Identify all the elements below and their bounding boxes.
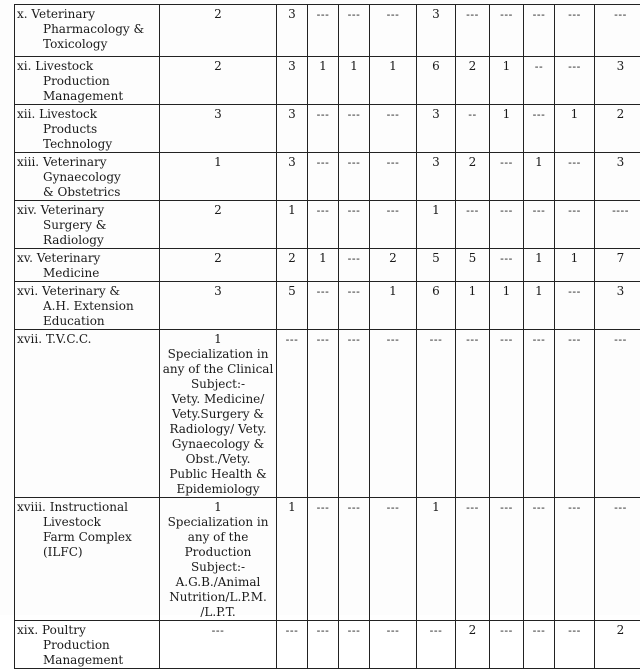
row-number: xiv. [17,203,37,217]
row-number: xvi. [17,284,38,298]
value-cell: 2 [456,57,490,105]
value-cell: 1 [524,153,555,201]
row-number: xix. [17,623,38,637]
value-cell: 3 [417,153,456,201]
value-cell: --- [555,5,595,57]
value-cell: 1 [490,57,524,105]
value-cell: --- [524,621,555,669]
specialization-line: Epidemiology [162,482,274,497]
department-name-line: Livestock [17,515,157,530]
value-cell: --- [555,153,595,201]
row-number: xi. [17,59,31,73]
table-row [15,153,640,201]
value-cell: 1 [490,105,524,153]
specialization-cell: 2 [160,249,277,282]
specialization-cell [160,498,277,621]
department-name-line: Veterinary & [42,284,120,298]
department-cell [15,330,160,498]
department-name-line: Production [17,638,157,653]
table-row [15,201,640,249]
table-row [15,330,640,498]
table-row [15,498,640,621]
department-name-line: Production [17,74,157,89]
value-cell: --- [555,57,595,105]
department-name-line: Pharmacology & [17,22,157,37]
value-cell: --- [555,282,595,330]
value-cell: 1 [490,282,524,330]
value-cell: --- [555,201,595,249]
department-name-line: Toxicology [17,37,157,52]
department-name-line: Management [17,89,157,104]
department-name-line: Medicine [17,266,157,281]
value-cell: 1 [370,282,417,330]
department-cell [15,153,160,201]
specialization-cell [160,330,277,498]
department-name-line: Veterinary [43,155,107,169]
value-cell: 2 [456,621,490,669]
row-number: xii. [17,107,35,121]
value-cell: 1 [555,249,595,282]
value-cell: --- [370,105,417,153]
value-cell: --- [308,330,339,498]
value-cell: 2 [370,249,417,282]
value-cell: --- [308,153,339,201]
value-cell: --- [308,621,339,669]
specialization-cell: 3 [160,282,277,330]
department-cell [15,249,160,282]
value-cell: 3 [595,57,640,105]
value-cell: 6 [417,57,456,105]
specialization-line: Radiology/ Vety. [162,422,274,437]
value-cell: 3 [277,5,308,57]
value-cell: ---- [595,201,640,249]
row-number: xv. [17,251,33,265]
value-cell: --- [456,201,490,249]
row-number: x. [17,7,28,21]
table-row [15,5,640,57]
department-name-line: Veterinary [31,7,95,21]
value-cell: 1 [456,282,490,330]
value-cell: 1 [417,201,456,249]
value-cell: --- [490,621,524,669]
value-cell: 5 [417,249,456,282]
department-name-line: (ILFC) [17,545,157,560]
department-name-line: Technology [17,137,157,152]
department-name-line: & Obstetrics [17,185,157,200]
value-cell: 3 [417,5,456,57]
table-row [15,621,640,669]
department-cell [15,105,160,153]
department-name-line: Radiology [17,233,157,248]
specialization-line: 1 [162,500,274,515]
value-cell: 3 [277,57,308,105]
value-cell: 2 [277,249,308,282]
value-cell: --- [308,282,339,330]
table-body [15,5,640,669]
department-cell [15,282,160,330]
value-cell: 1 [555,105,595,153]
department-name-line: Farm Complex [17,530,157,545]
specialization-line: Obst./Vety. [162,452,274,467]
value-cell: --- [456,5,490,57]
value-cell: --- [490,5,524,57]
value-cell: --- [308,5,339,57]
specialization-cell: 2 [160,57,277,105]
department-cell [15,498,160,621]
value-cell: --- [490,498,524,621]
value-cell: --- [490,153,524,201]
specialization-line: Vety.Surgery & [162,407,274,422]
value-cell: 3 [277,153,308,201]
value-cell: 1 [524,249,555,282]
value-cell: --- [417,330,456,498]
value-cell: --- [555,498,595,621]
value-cell: --- [490,201,524,249]
row-number: xvii. [17,332,42,346]
value-cell: -- [524,57,555,105]
value-cell: 2 [595,105,640,153]
value-cell: 2 [595,621,640,669]
value-cell: --- [339,282,370,330]
department-name-line: Veterinary [41,203,105,217]
value-cell: 3 [417,105,456,153]
row-number: xviii. [17,500,46,514]
value-cell: --- [370,621,417,669]
value-cell: 1 [277,498,308,621]
specialization-line: /L.P.T. [162,605,274,620]
value-cell: 1 [370,57,417,105]
value-cell: 1 [308,249,339,282]
value-cell: 5 [277,282,308,330]
value-cell: --- [339,5,370,57]
department-cell [15,201,160,249]
value-cell: --- [277,330,308,498]
department-name-line: T.V.C.C. [46,332,92,346]
department-name-line: A.H. Extension [17,299,157,314]
staff-strength-table [14,4,640,669]
department-name-line: Management [17,653,157,668]
department-name-line: Poultry [42,623,86,637]
value-cell: --- [339,105,370,153]
specialization-line: Public Health & [162,467,274,482]
specialization-cell: 3 [160,105,277,153]
value-cell: 3 [277,105,308,153]
value-cell: 1 [417,498,456,621]
specialization-line: Subject:- [162,377,274,392]
department-name-line: Education [17,314,157,329]
value-cell: --- [339,201,370,249]
specialization-line: any of the [162,530,274,545]
specialization-line: A.G.B./Animal [162,575,274,590]
specialization-line: Specialization in [162,347,274,362]
value-cell: 7 [595,249,640,282]
table-row [15,105,640,153]
value-cell: --- [524,201,555,249]
value-cell: --- [595,498,640,621]
value-cell: --- [370,153,417,201]
value-cell: 2 [456,153,490,201]
value-cell: --- [524,498,555,621]
specialization-line: Vety. Medicine/ [162,392,274,407]
value-cell: --- [339,249,370,282]
value-cell: --- [308,201,339,249]
table-row [15,57,640,105]
value-cell: 6 [417,282,456,330]
value-cell: -- [456,105,490,153]
table-row [15,249,640,282]
department-cell [15,57,160,105]
value-cell: --- [370,330,417,498]
value-cell: --- [595,5,640,57]
value-cell: --- [370,201,417,249]
value-cell: --- [308,498,339,621]
department-name-line: Gynaecology [17,170,157,185]
specialization-cell: 2 [160,201,277,249]
row-number: xiii. [17,155,39,169]
specialization-line: Subject:- [162,560,274,575]
value-cell: --- [524,105,555,153]
value-cell: --- [490,249,524,282]
specialization-line: 1 [162,332,274,347]
value-cell: --- [555,621,595,669]
value-cell: --- [490,330,524,498]
value-cell: 1 [308,57,339,105]
department-name-line: Products [17,122,157,137]
specialization-line: Gynaecology & [162,437,274,452]
specialization-cell: 2 [160,5,277,57]
department-name-line: Veterinary [37,251,101,265]
value-cell: 1 [524,282,555,330]
value-cell: --- [524,330,555,498]
value-cell: --- [277,621,308,669]
value-cell: --- [370,498,417,621]
specialization-line: Specialization in [162,515,274,530]
value-cell: --- [339,330,370,498]
department-name-line: Livestock [39,107,97,121]
value-cell: --- [308,105,339,153]
department-cell [15,621,160,669]
value-cell: --- [370,5,417,57]
department-name-line: Livestock [35,59,93,73]
specialization-line: Nutrition/L.P.M. [162,590,274,605]
department-cell [15,5,160,57]
value-cell: --- [339,153,370,201]
specialization-cell: --- [160,621,277,669]
value-cell: 3 [595,282,640,330]
department-name-line: Instructional [50,500,128,514]
department-name-line: Surgery & [17,218,157,233]
value-cell: 1 [277,201,308,249]
value-cell: --- [339,498,370,621]
specialization-cell: 1 [160,153,277,201]
value-cell: --- [339,621,370,669]
value-cell: --- [456,498,490,621]
value-cell: --- [595,330,640,498]
specialization-line: any of the Clinical [162,362,274,377]
value-cell: --- [555,330,595,498]
value-cell: --- [417,621,456,669]
value-cell: --- [456,330,490,498]
table-row [15,282,640,330]
value-cell: --- [524,5,555,57]
value-cell: 3 [595,153,640,201]
value-cell: 5 [456,249,490,282]
specialization-line: Production [162,545,274,560]
value-cell: 1 [339,57,370,105]
